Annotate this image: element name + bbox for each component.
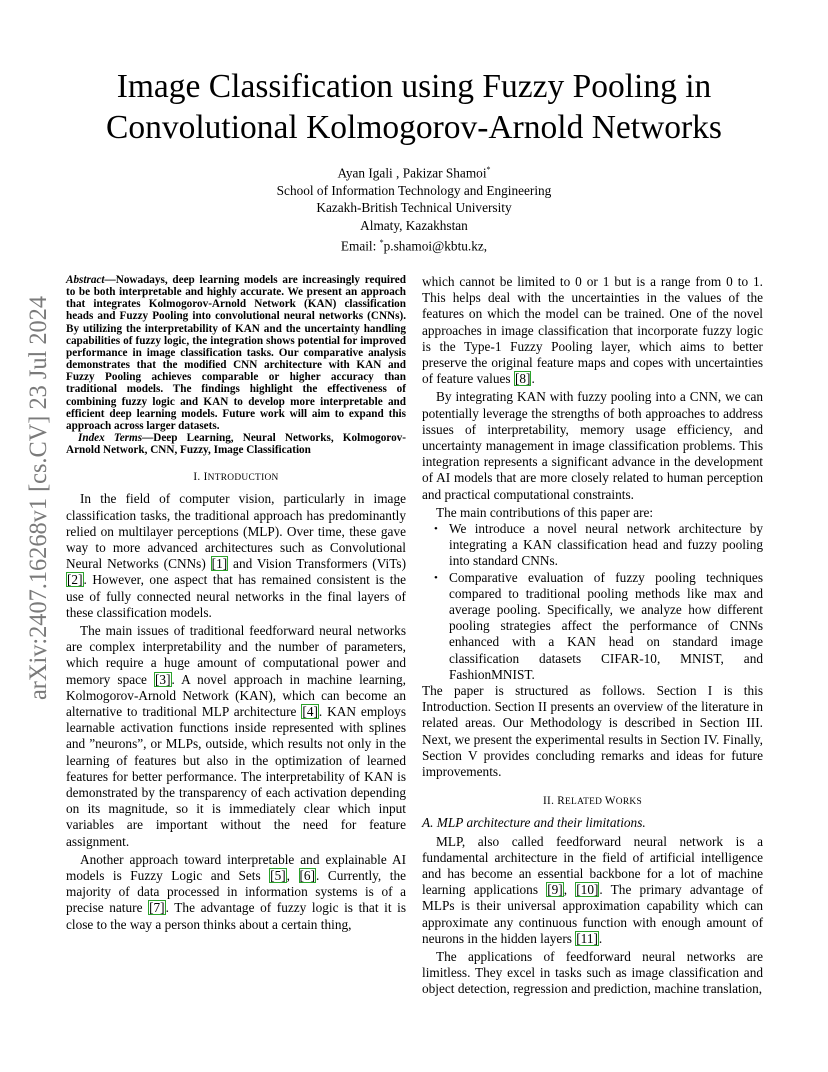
intro-paragraph-2: The main issues of traditional feedforward neural networks are complex interpretability and the number of parameters, which require a huge amount of computational power and memory space [3]. A novel approach in machine learning, Kolmogorov-Arnold Network (KAN), which can become an alternative to traditional MLP architecture [4]. KAN employs learnable activation functions inside represented with splines and ”neurons”, or MLPs, outside, which results not only in the learning of features but also in the optimization of learned features for better performance. The interpretability of KAN is demonstrated by the transparency of each activation depending on its magnitude, so it is immediately clear which input variables are important without the need for feature assignment. — [66, 622, 406, 849]
citation-link[interactable]: [3] — [155, 671, 171, 687]
author-names: Ayan Igali , Pakizar Shamoi* — [337, 165, 491, 181]
intro-paragraph-4: By integrating KAN with fuzzy pooling into a CNN, we can potentially leverage the strengths of both approaches to address issues of interpretability, memory usage efficiency, and uncertainty management in image classification problems. This integration represents a significant advance in the development of AI models that are more closely related to human perception and practical computational constraints. — [422, 389, 763, 502]
citation-link[interactable]: [9] — [547, 882, 563, 898]
contributions-list — [422, 521, 763, 683]
list-item: • Comparative evaluation of fuzzy pooling techniques compared to traditional pooling methods like max and average pooling. Specifically, we analyze how different pooling strategies affect the performance of CNNs enhanced with a KAN head on standard image classification datasets CIFAR-10, MNIST, and FashionMNIST. — [434, 569, 763, 682]
arxiv-side-stamp[interactable] — [14, 294, 58, 702]
citation-link[interactable]: [8] — [514, 371, 531, 387]
author-location: Almaty, Kazakhstan — [360, 217, 468, 233]
bullet-glyph: • — [434, 571, 438, 584]
section-heading-related-works: II. RELATED WORKS — [543, 795, 642, 808]
bullet-glyph: • — [434, 523, 438, 536]
intro-paragraph-3-continued: which cannot be limited to 0 or 1 but is a range from 0 to 1. This helps deal with the uncertainties in the values of the features on which the model can be trained. One of the novel approaches in image classification that incorporate fuzzy logic is the Type-1 Fuzzy Pooling layer, which aims to better preserve the original feature maps and copes with uncertainties of feature values [8]. — [422, 274, 763, 387]
author-block — [160, 161, 668, 255]
title-line-1: Image Classification using Fuzzy Pooling in — [116, 68, 712, 105]
right-column — [422, 274, 763, 998]
paper-structure-paragraph: The paper is structured as follows. Section I is this Introduction. Section II presents an overview of the literature in related areas. Our Methodology is described in Section III. Next, we present the experimental results in Section IV. Finally, Section V provides concluding remarks and ideas for future improvements. — [422, 683, 763, 780]
related-paragraph-1: MLP, also called feedforward neural network is a fundamental architecture in the field of artificial intelligence and has become an essential backbone for a lot of machine learning applications [9], [10]. The primary advantage of MLPs is their universal approximation capability which can approximate any continuous function with enough amount of neurons in the hidden layers [11]. — [422, 833, 763, 946]
section-heading-introduction: I. INTRODUCTION — [193, 471, 279, 484]
citation-link[interactable]: [2] — [67, 572, 83, 588]
arxiv-identifier: arXiv:2407.16268v1 [cs.CV] 23 Jul 2024 — [25, 294, 52, 700]
abstract: Abstract—Nowadays, deep learning models are increasingly required to be both interpretable and highly accurate. We present an approach that integrates Kolmogorov-Arnold Network (KAN) classification heads and Fuzzy Pooling into convolutional neural networks (CNNs). By utilizing the interpretability of KAN and the uncertainty handling capabilities of fuzzy logic, the integration shows potential for improved performance in image classification tasks. Our comparative analysis demonstrates that the modified CNN architecture with KAN and Fuzzy Pooling achieves comparable or higher accuracy than traditional models. The findings highlight the effectiveness of combining fuzzy logic and KAN to develop more interpretable and efficient deep learning models. Future work will aim to expand this approach across larger datasets. — [66, 274, 406, 432]
citation-link[interactable]: [1] — [211, 556, 228, 572]
left-column — [66, 274, 406, 933]
intro-paragraph-1: In the field of computer vision, particularly in image classification tasks, the traditional approach has predominantly relied on multilayer perceptions (MLP). Over time, these gave way to more advanced architectures such as Convolutional Neural Networks (CNNs) [1] and Vision Transformers (ViTs) [2]. However, one aspect that has remained consistent is the use of fully connected neural networks in the final layers of these classification models. — [66, 491, 406, 620]
author-affiliation: School of Information Technology and Engineering — [276, 182, 552, 198]
citation-link[interactable]: [5] — [270, 868, 286, 884]
title-line-2: Convolutional Kolmogorov-Arnold Networks — [106, 109, 722, 146]
citation-link[interactable]: [11] — [576, 930, 598, 946]
author-university: Kazakh-British Technical University — [316, 200, 512, 216]
citation-link[interactable]: [6] — [299, 868, 316, 884]
intro-paragraph-3: Another approach toward interpretable and explainable AI models is Fuzzy Logic and Sets [5], [6]. Currently, the majority of data processed in information systems is of a precise nature [7]. The advantage of fuzzy logic is that it is close to the way a person thinks about a certain thing, — [66, 851, 407, 932]
author-email: Email: *p.shamoi@kbtu.kz, — [340, 238, 488, 254]
citation-link[interactable]: [10] — [576, 882, 599, 898]
subsection-heading: A. MLP architecture and their limitations. — [422, 815, 646, 831]
contributions-intro: The main contributions of this paper are: — [436, 504, 654, 520]
list-item: • We introduce a novel neural network architecture by integrating a KAN classification head and fuzzy pooling into standard CNNs. — [434, 521, 763, 569]
index-terms: Index Terms—Deep Learning, Neural Networks, Kolmogorov-Arnold Network, CNN, Fuzzy, Image Classification — [66, 432, 406, 457]
citation-link[interactable]: [4] — [302, 703, 318, 719]
citation-link[interactable]: [7] — [149, 900, 165, 916]
email-link[interactable]: p.shamoi@kbtu.kz, — [383, 238, 488, 254]
paper-title — [60, 66, 768, 148]
related-paragraph-2: The applications of feedforward neural networks are limitless. They excel in tasks such as image classification and object detection, regression and prediction, machine translation, — [422, 948, 763, 997]
